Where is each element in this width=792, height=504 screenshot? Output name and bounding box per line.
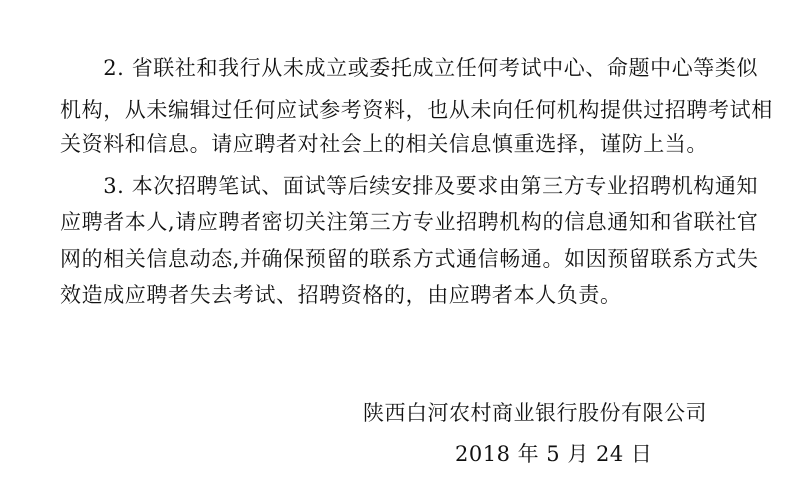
paragraph-2-line-2: 机构，从未编辑过任何应试参考资料，也从未向任何机构提供过招聘考试相 (60, 98, 773, 122)
paragraph-2-line-3: 关资料和信息。请应聘者对社会上的相关信息慎重选择，谨防上当。 (60, 132, 708, 156)
paragraph-3-line-2: 应聘者本人,请应聘者密切关注第三方专业招聘机构的信息通知和省联社官 (60, 210, 759, 234)
paragraph-3-line-1: 3. 本次招聘笔试、面试等后续安排及要求由第三方专业招聘机构通知 (60, 174, 759, 198)
issue-date: 2018 年 5 月 24 日 (455, 442, 653, 466)
paragraph-2-line-1: 2. 省联社和我行从未成立或委托成立任何考试中心、命题中心等类似 (60, 56, 759, 80)
paragraph-3-line-4: 效造成应聘者失去考试、招聘资格的，由应聘者本人负责。 (60, 283, 622, 307)
issuing-organization: 陕西白河农村商业银行股份有限公司 (363, 401, 707, 425)
paragraph-3-line-3: 网的相关信息动态,并确保预留的联系方式通信畅通。如因预留联系方式失 (60, 247, 759, 271)
